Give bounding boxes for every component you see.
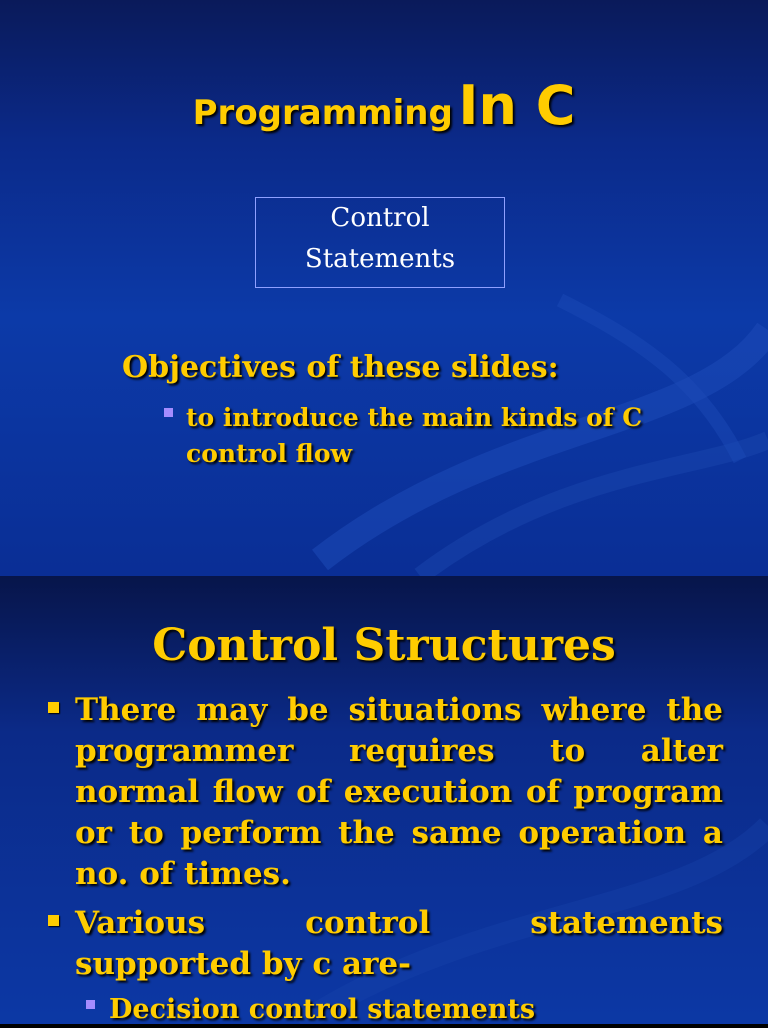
square-bullet-icon (86, 1000, 95, 1009)
objective-text: to introduce the main kinds of C control flow (186, 403, 643, 468)
bullet-2-line-2: supported by c are- (75, 946, 412, 982)
sub-bullet-1-text: Decision control statements (109, 994, 536, 1025)
bullet-item-2 (48, 903, 723, 985)
bullet-1-text: There may be situations where the programmer requires to alter normal flow of execution of program or to perform the same operation a no. of times. (75, 692, 723, 892)
slide-2-title: Control Structures (152, 620, 616, 671)
title-prefix: Programming (192, 93, 453, 133)
bullet-2-line-1: Various control statements (75, 905, 723, 941)
objective-item (160, 400, 680, 472)
subtitle-line-1: Control (330, 203, 430, 233)
subtitle-line-2: Statements (304, 244, 456, 274)
sub-bullet-item-1 (86, 992, 535, 1028)
square-bullet-icon (48, 702, 59, 713)
title-suffix: In C (458, 74, 576, 137)
slide-title (0, 74, 768, 137)
objectives-heading: Objectives of these slides: (122, 350, 559, 385)
bullet-item-1 (48, 690, 723, 895)
square-bullet-icon (48, 915, 59, 926)
square-bullet-icon (164, 408, 173, 417)
subtitle-box (255, 197, 505, 288)
